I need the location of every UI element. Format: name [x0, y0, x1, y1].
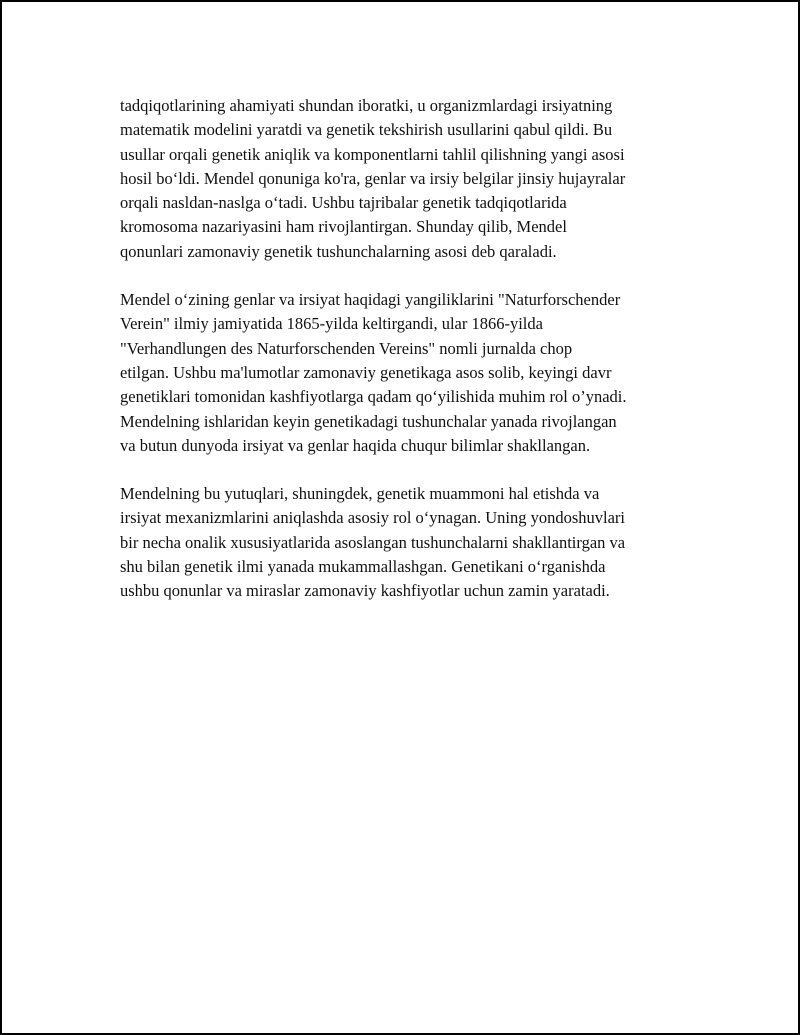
paragraph-2 [120, 288, 700, 458]
paragraph-3 [120, 482, 700, 603]
text-line: kromosoma nazariyasini ham rivojlantirgan. Shunday qilib, Mendel [120, 217, 567, 237]
paragraph-1 [120, 94, 700, 264]
text-line: orqali nasldan-naslga o‘tadi. Ushbu tajribalar genetik tadqiqotlarida [120, 193, 567, 213]
text-line: ushbu qonunlar va miraslar zamonaviy kashfiyotlar uchun zamin yaratadi. [120, 581, 610, 601]
text-line: shu bilan genetik ilmi yanada mukammallashgan. Genetikani o‘rganishda [120, 557, 606, 577]
text-line: "Verhandlungen des Naturforschenden Vereins" nomli jurnalda chop [120, 338, 573, 358]
text-line: hosil bo‘ldi. Mendel qonuniga ko'ra, genlar va irsiy belgilar jinsiy hujayralar [120, 168, 626, 188]
text-line: matematik modelini yaratdi va genetik tekshirish usullarini qabul qildi. Bu [120, 120, 613, 140]
text-line: qonunlari zamonaviy genetik tushunchalarning asosi deb qaraladi. [120, 241, 557, 261]
text-line: bir necha onalik xususiyatlarida asoslangan tushunchalarni shakllantirgan va [120, 532, 626, 552]
text-line: etilgan. Ushbu ma'lumotlar zamonaviy genetikaga asos solib, keyingi davr [120, 362, 612, 382]
text-line: va butun dunyoda irsiyat va genlar haqida chuqur bilimlar shakllangan. [120, 435, 591, 455]
document-body [120, 94, 700, 628]
text-line: usullar orqali genetik aniqlik va komponentlarni tahlil qilishning yangi asosi [120, 144, 625, 164]
text-line: Verein" ilmiy jamiyatida 1865-yilda keltirgandi, ular 1866-yilda [120, 314, 543, 334]
text-line: Mendel o‘zining genlar va irsiyat haqidagi yangiliklarini "Naturforschender [120, 290, 621, 310]
text-line: tadqiqotlarining ahamiyati shundan iboratki, u organizmlardagi irsiyatning [120, 96, 613, 115]
text-line: Mendelning bu yutuqlari, shuningdek, genetik muammoni hal etishda va [120, 484, 600, 504]
text-line: Mendelning ishlaridan keyin genetikadagi tushunchalar yanada rivojlangan [120, 411, 617, 431]
text-line: irsiyat mexanizmlarini aniqlashda asosiy rol o‘ynagan. Uning yondoshuvlari [120, 508, 625, 528]
text-line: genetiklari tomonidan kashfiyotlarga qadam qo‘yilishida muhim rol o’ynadi. [120, 387, 627, 407]
